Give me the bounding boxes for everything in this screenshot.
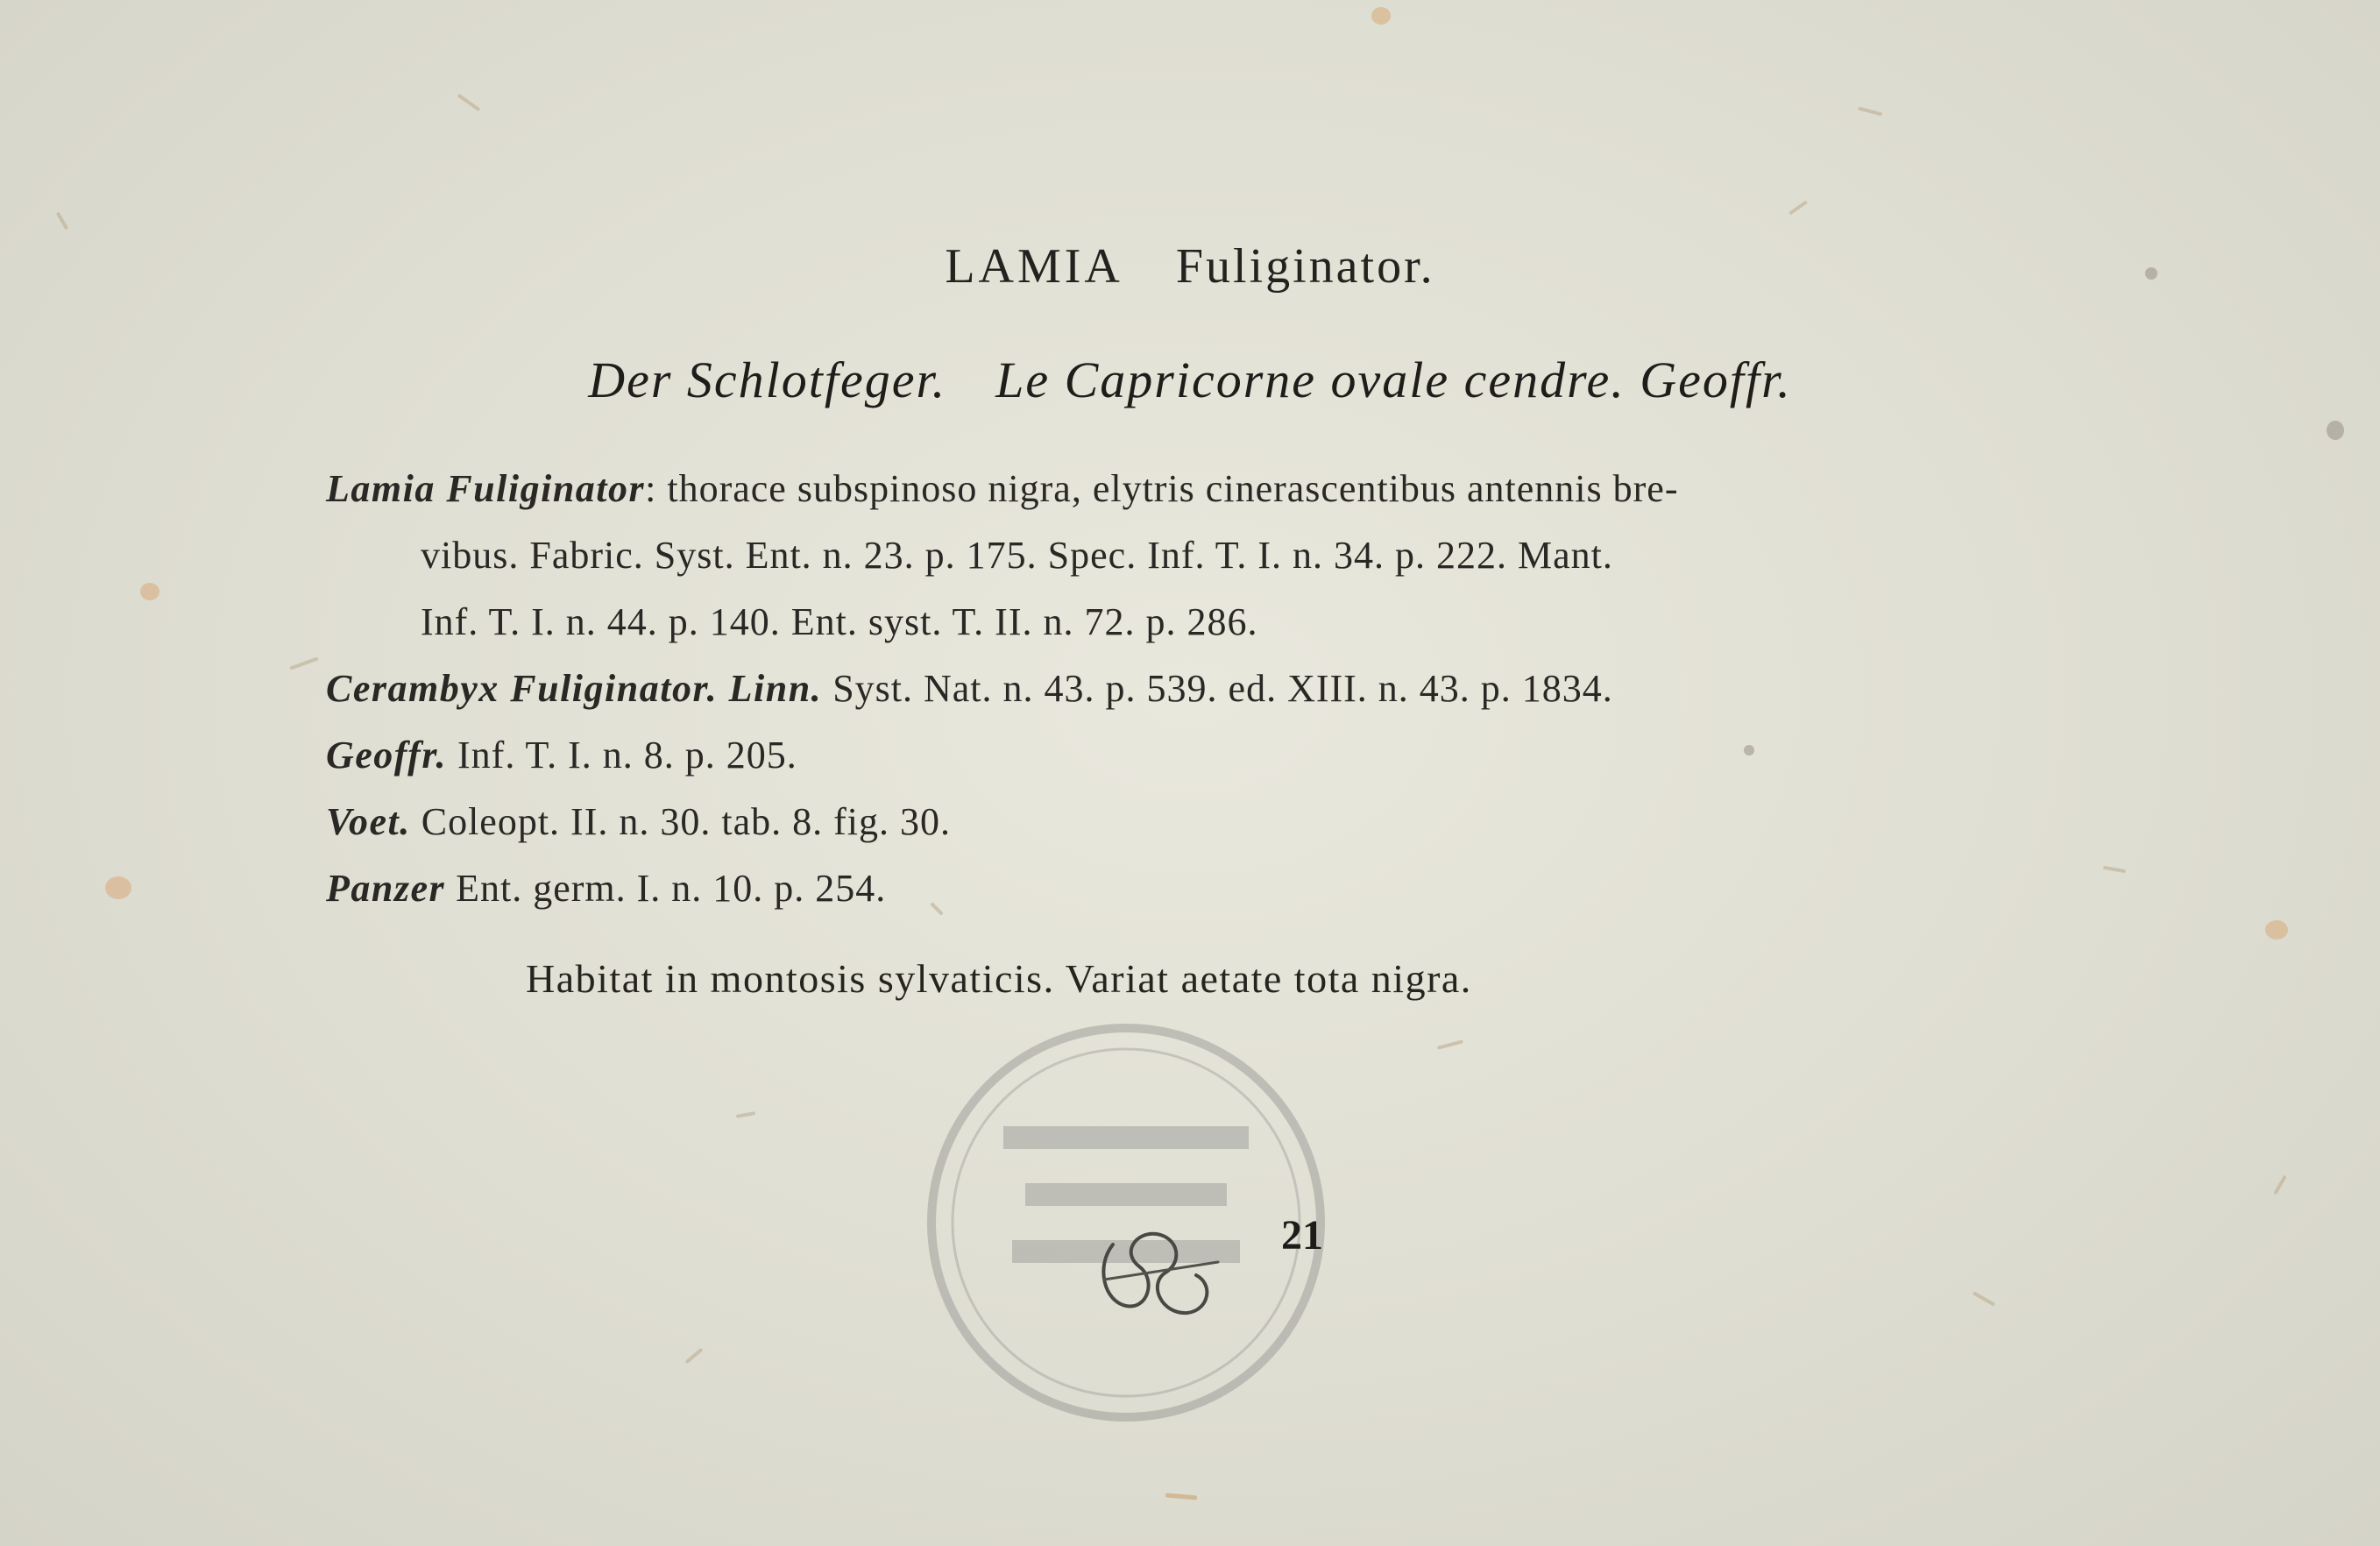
- reference-line: [326, 589, 2096, 656]
- reference-text: Coleopt. II. n. 30. tab. 8. fig. 30.: [421, 800, 951, 843]
- reference-text: vibus. Fabric. Syst. Ent. n. 23. p. 175. Spec. Inf. T. I. n. 34. p. 222. Mant.: [421, 534, 1613, 577]
- reference-line: [326, 789, 2096, 855]
- reference-author: Panzer: [326, 867, 446, 910]
- genus-name: LAMIA: [945, 239, 1123, 294]
- reference-text: Inf. T. I. n. 8. p. 205.: [457, 734, 797, 777]
- reference-author: Lamia Fuliginator: [326, 467, 646, 510]
- page-number: 21: [1281, 1212, 1323, 1259]
- reference-text: Syst. Nat. n. 43. p. 539. ed. XIII. n. 43. p. 1834.: [832, 667, 1613, 710]
- stamp-text-bar: [1003, 1126, 1249, 1149]
- reference-line: [326, 522, 2096, 589]
- reference-text: : thorace subspinoso nigra, elytris cinerascentibus antennis bre-: [645, 467, 1679, 510]
- paper-fleck: [105, 876, 131, 899]
- german-name: Der Schlotfeger.: [588, 351, 947, 408]
- pencil-stroke: [1103, 1234, 1207, 1313]
- handwritten-mark: [1087, 1218, 1227, 1332]
- paper-fleck: [140, 583, 159, 600]
- french-name: Le Capricorne ovale cendre. Geoffr.: [995, 351, 1792, 408]
- reference-author: Geoffr.: [326, 734, 448, 777]
- synonymy-list: [326, 456, 2096, 922]
- reference-line: [326, 722, 2096, 789]
- reference-text: Ent. germ. I. n. 10. p. 254.: [456, 867, 887, 910]
- reference-line: [326, 456, 2096, 522]
- reference-line: [326, 656, 2096, 722]
- paper-fleck: [1371, 7, 1391, 25]
- reference-line: [326, 855, 2096, 922]
- common-names: [0, 351, 2380, 409]
- page-title: [0, 238, 2380, 294]
- reference-text: Inf. T. I. n. 44. p. 140. Ent. syst. T. II. n. 72. p. 286.: [421, 600, 1258, 643]
- species-name: Fuliginator.: [1175, 239, 1435, 294]
- paper-fleck: [2327, 421, 2344, 440]
- habitat-note: Habitat in montosis sylvaticis. Variat aetate tota nigra.: [526, 956, 1472, 1001]
- paper-fleck: [2265, 920, 2288, 940]
- reference-author: Cerambyx Fuliginator. Linn.: [326, 667, 823, 710]
- stamp-text-bar: [1025, 1183, 1227, 1206]
- reference-author: Voet.: [326, 800, 411, 843]
